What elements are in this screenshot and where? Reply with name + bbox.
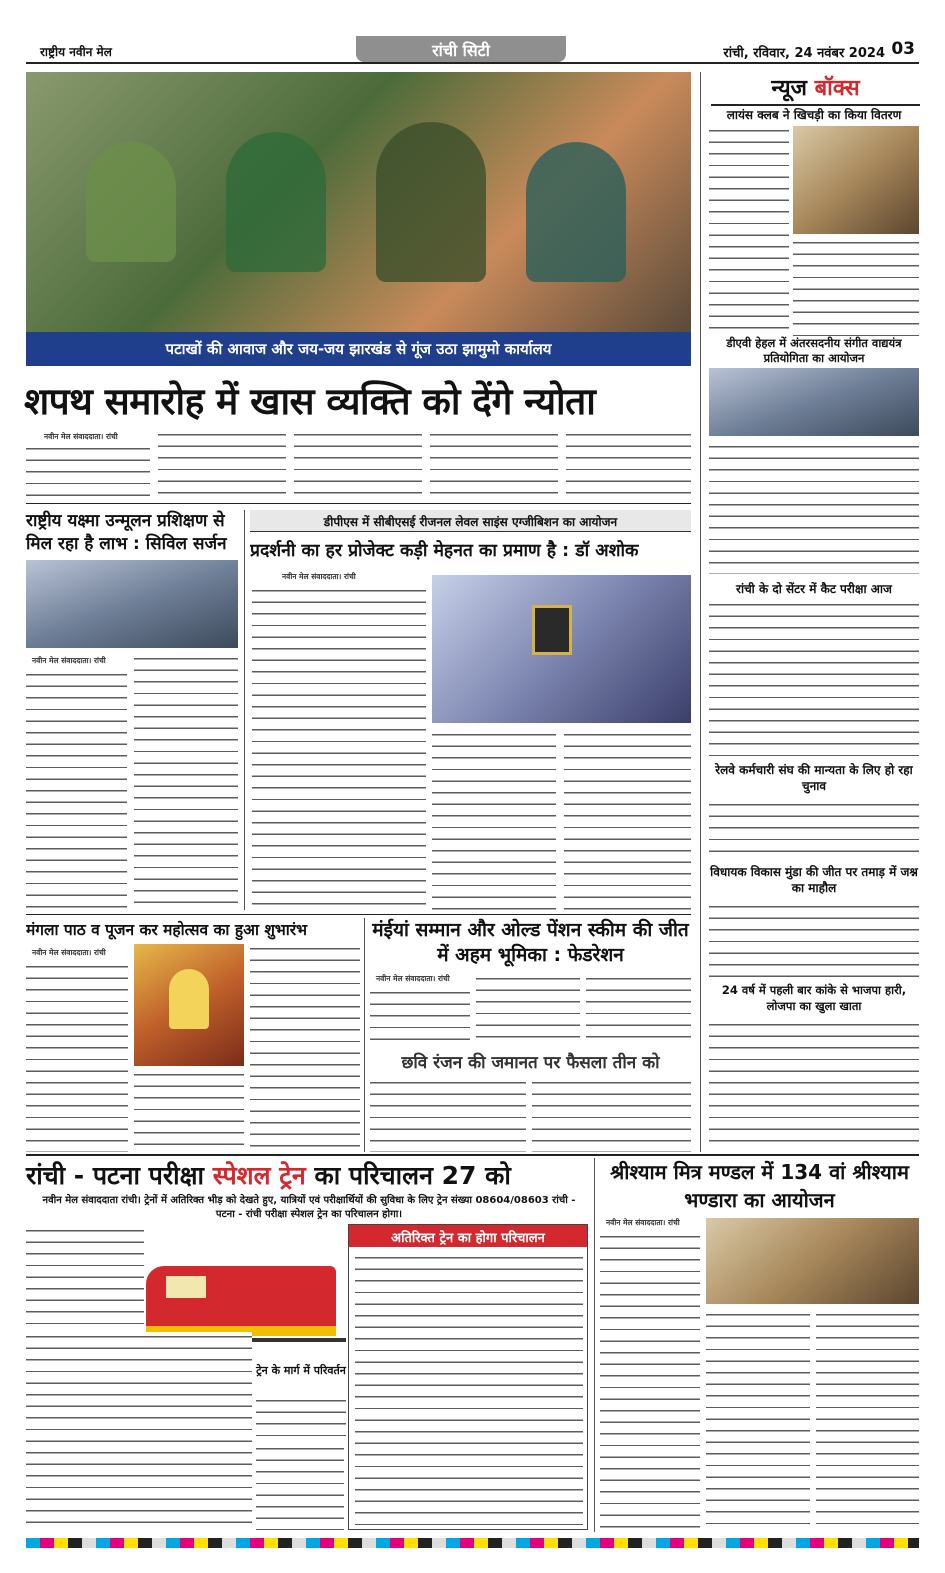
tb-body-col2 — [134, 654, 238, 910]
dps-byline: नवीन मेल संवाददाता। रांची — [282, 572, 356, 581]
chhavi-body-col2 — [532, 1078, 691, 1152]
maiyan-body-col3 — [586, 974, 691, 1044]
dps-headline: प्रदर्शनी का हर प्रोजेक्ट कड़ी मेहनत का प्रमाण है : डॉ अशोक — [250, 541, 639, 561]
train-route-title: ट्रेन के मार्ग में परिवर्तन — [256, 1364, 346, 1377]
news-box-title — [711, 72, 920, 106]
train-headline — [26, 1158, 586, 1192]
news-item-2-title: डीएवी हेहल में अंतरसदनीय संगीत वाद्ययंत्र प्रतियोगिता का आयोजन — [709, 336, 919, 366]
mangla-headline: मंगला पाठ व पूजन कर महोत्सव का हुआ शुभारंभ — [26, 921, 308, 939]
shyam-body-col2 — [706, 1310, 810, 1530]
train-headline-c: का परिचालन 27 को — [314, 1161, 511, 1190]
mangla-body-col2 — [134, 1070, 244, 1152]
news-item-3-title: रांची के दो सेंटर में कैट परीक्षा आज — [736, 582, 892, 596]
train-box — [348, 1224, 588, 1530]
maiyan-body-col2 — [476, 974, 580, 1044]
section-title: रांची सिटी — [432, 41, 490, 60]
news-item-4-title: रेलवे कर्मचारी संघ की मान्यता के लिए हो रहा चुनाव — [715, 763, 913, 793]
dps-photo — [432, 575, 691, 723]
shyam-byline: नवीन मेल संवाददाता। रांची — [606, 1218, 680, 1227]
news-item-2-photo — [709, 368, 919, 436]
train-body-col3 — [256, 1444, 344, 1530]
mangla-body-col1 — [26, 962, 128, 1152]
maiyan-body-col1 — [370, 988, 470, 1044]
news-item-1-photo — [793, 126, 919, 234]
date-line: रांची, रविवार, 24 नवंबर 2024 — [723, 46, 885, 61]
train-body-col2 — [26, 1332, 252, 1530]
tb-byline: नवीन मेल संवाददाता। रांची — [32, 656, 106, 665]
train-headline-b: स्पेशल ट्रेन — [212, 1161, 306, 1190]
mangla-body-col3 — [250, 944, 360, 1152]
news-box-title-a: न्यूज — [771, 76, 807, 101]
train-headline-a: रांची - पटना परीक्षा — [26, 1161, 204, 1190]
train-deck: नवीन मेल संवाददाता रांची। ट्रेनों में अतिरिक्त भीड़ को देखते हुए, यात्रियों एवं परीक्षार्थियों की सुविधा के लिए ट्रेन संख्या 08604/08603 रांची - पटना - रांची परीक्षा स्पेशल ट्रेन का परिचालन होगा। — [42, 1195, 576, 1220]
lead-body-col5 — [566, 430, 691, 496]
chhavi-headline: छवि रंजन की जमानत पर फैसला तीन को — [401, 1053, 660, 1073]
lead-photo — [26, 72, 691, 332]
dps-kicker: डीपीएस में सीबीएसई रीजनल लेवल साइंस एग्जीबिशन का आयोजन — [323, 515, 618, 529]
dps-body-col1 — [252, 586, 426, 910]
lead-body-col4 — [430, 430, 558, 496]
news-item-5-title: विधायक विकास मुंडा की जीत पर तमाड़ में जश्न का माहौल — [710, 865, 918, 895]
train-route-box — [256, 1364, 346, 1440]
tb-headline: राष्ट्रीय यक्ष्मा उन्मूलन प्रशिक्षण से मिल रहा है लाभ : सिविल सर्जन — [26, 511, 227, 554]
lead-byline: नवीन मेल संवाददाता। रांची — [44, 432, 118, 441]
shyam-body-col1 — [600, 1232, 700, 1530]
train-body-col1 — [26, 1226, 144, 1326]
maiyan-headline: मंईयां सम्मान और ओल्ड पेंशन स्कीम की जीत में अहम भूमिका : फेडरेशन — [372, 919, 689, 966]
tb-photo — [26, 560, 238, 648]
lead-photo-caption: पटाखों की आवाज और जय-जय झारखंड से गूंज उठा झामुमो कार्यालय — [165, 340, 552, 358]
color-registration-bar — [26, 1538, 919, 1548]
maiyan-byline: नवीन मेल संवाददाता। रांची — [376, 974, 450, 983]
lead-body-col2 — [158, 430, 286, 496]
page-number: 03 — [891, 39, 915, 59]
train-box-title: अतिरिक्त ट्रेन का होगा परिचालन — [391, 1231, 545, 1246]
lead-photo-caption-bar — [26, 332, 691, 366]
news-box — [700, 72, 919, 1152]
lead-body-col1 — [26, 444, 150, 496]
masthead-bar — [26, 36, 919, 64]
tb-body-col1 — [26, 670, 127, 910]
section-tab — [356, 36, 566, 62]
mangla-photo — [134, 944, 244, 1066]
lead-headline: शपथ समारोह में खास व्यक्ति को देंगे न्योता — [24, 380, 596, 423]
dps-body-col2 — [432, 730, 556, 910]
shyam-body-col3 — [816, 1310, 919, 1530]
paper-name: राष्ट्रीय नवीन मेल — [40, 45, 112, 59]
train-box-title-bar — [349, 1225, 587, 1247]
news-item-1-title: लायंस क्लब ने खिचड़ी का किया वितरण — [726, 108, 902, 122]
news-item-6-title: 24 वर्ष में पहली बार कांके से भाजपा हारी, लोजपा का खुला खाता — [721, 983, 907, 1013]
shyam-headline: श्रीश्याम मित्र मण्डल में 134 वां श्रीश्याम भण्डारा का आयोजन — [610, 1160, 909, 1212]
dps-body-col3 — [564, 730, 691, 910]
news-box-title-b: बॉक्स — [814, 76, 860, 101]
chhavi-body-col1 — [370, 1078, 526, 1152]
shyam-photo — [706, 1218, 919, 1304]
lead-body-col3 — [294, 430, 422, 496]
dps-kicker-bar — [250, 510, 691, 532]
mangla-byline: नवीन मेल संवाददाता। रांची — [32, 948, 106, 957]
